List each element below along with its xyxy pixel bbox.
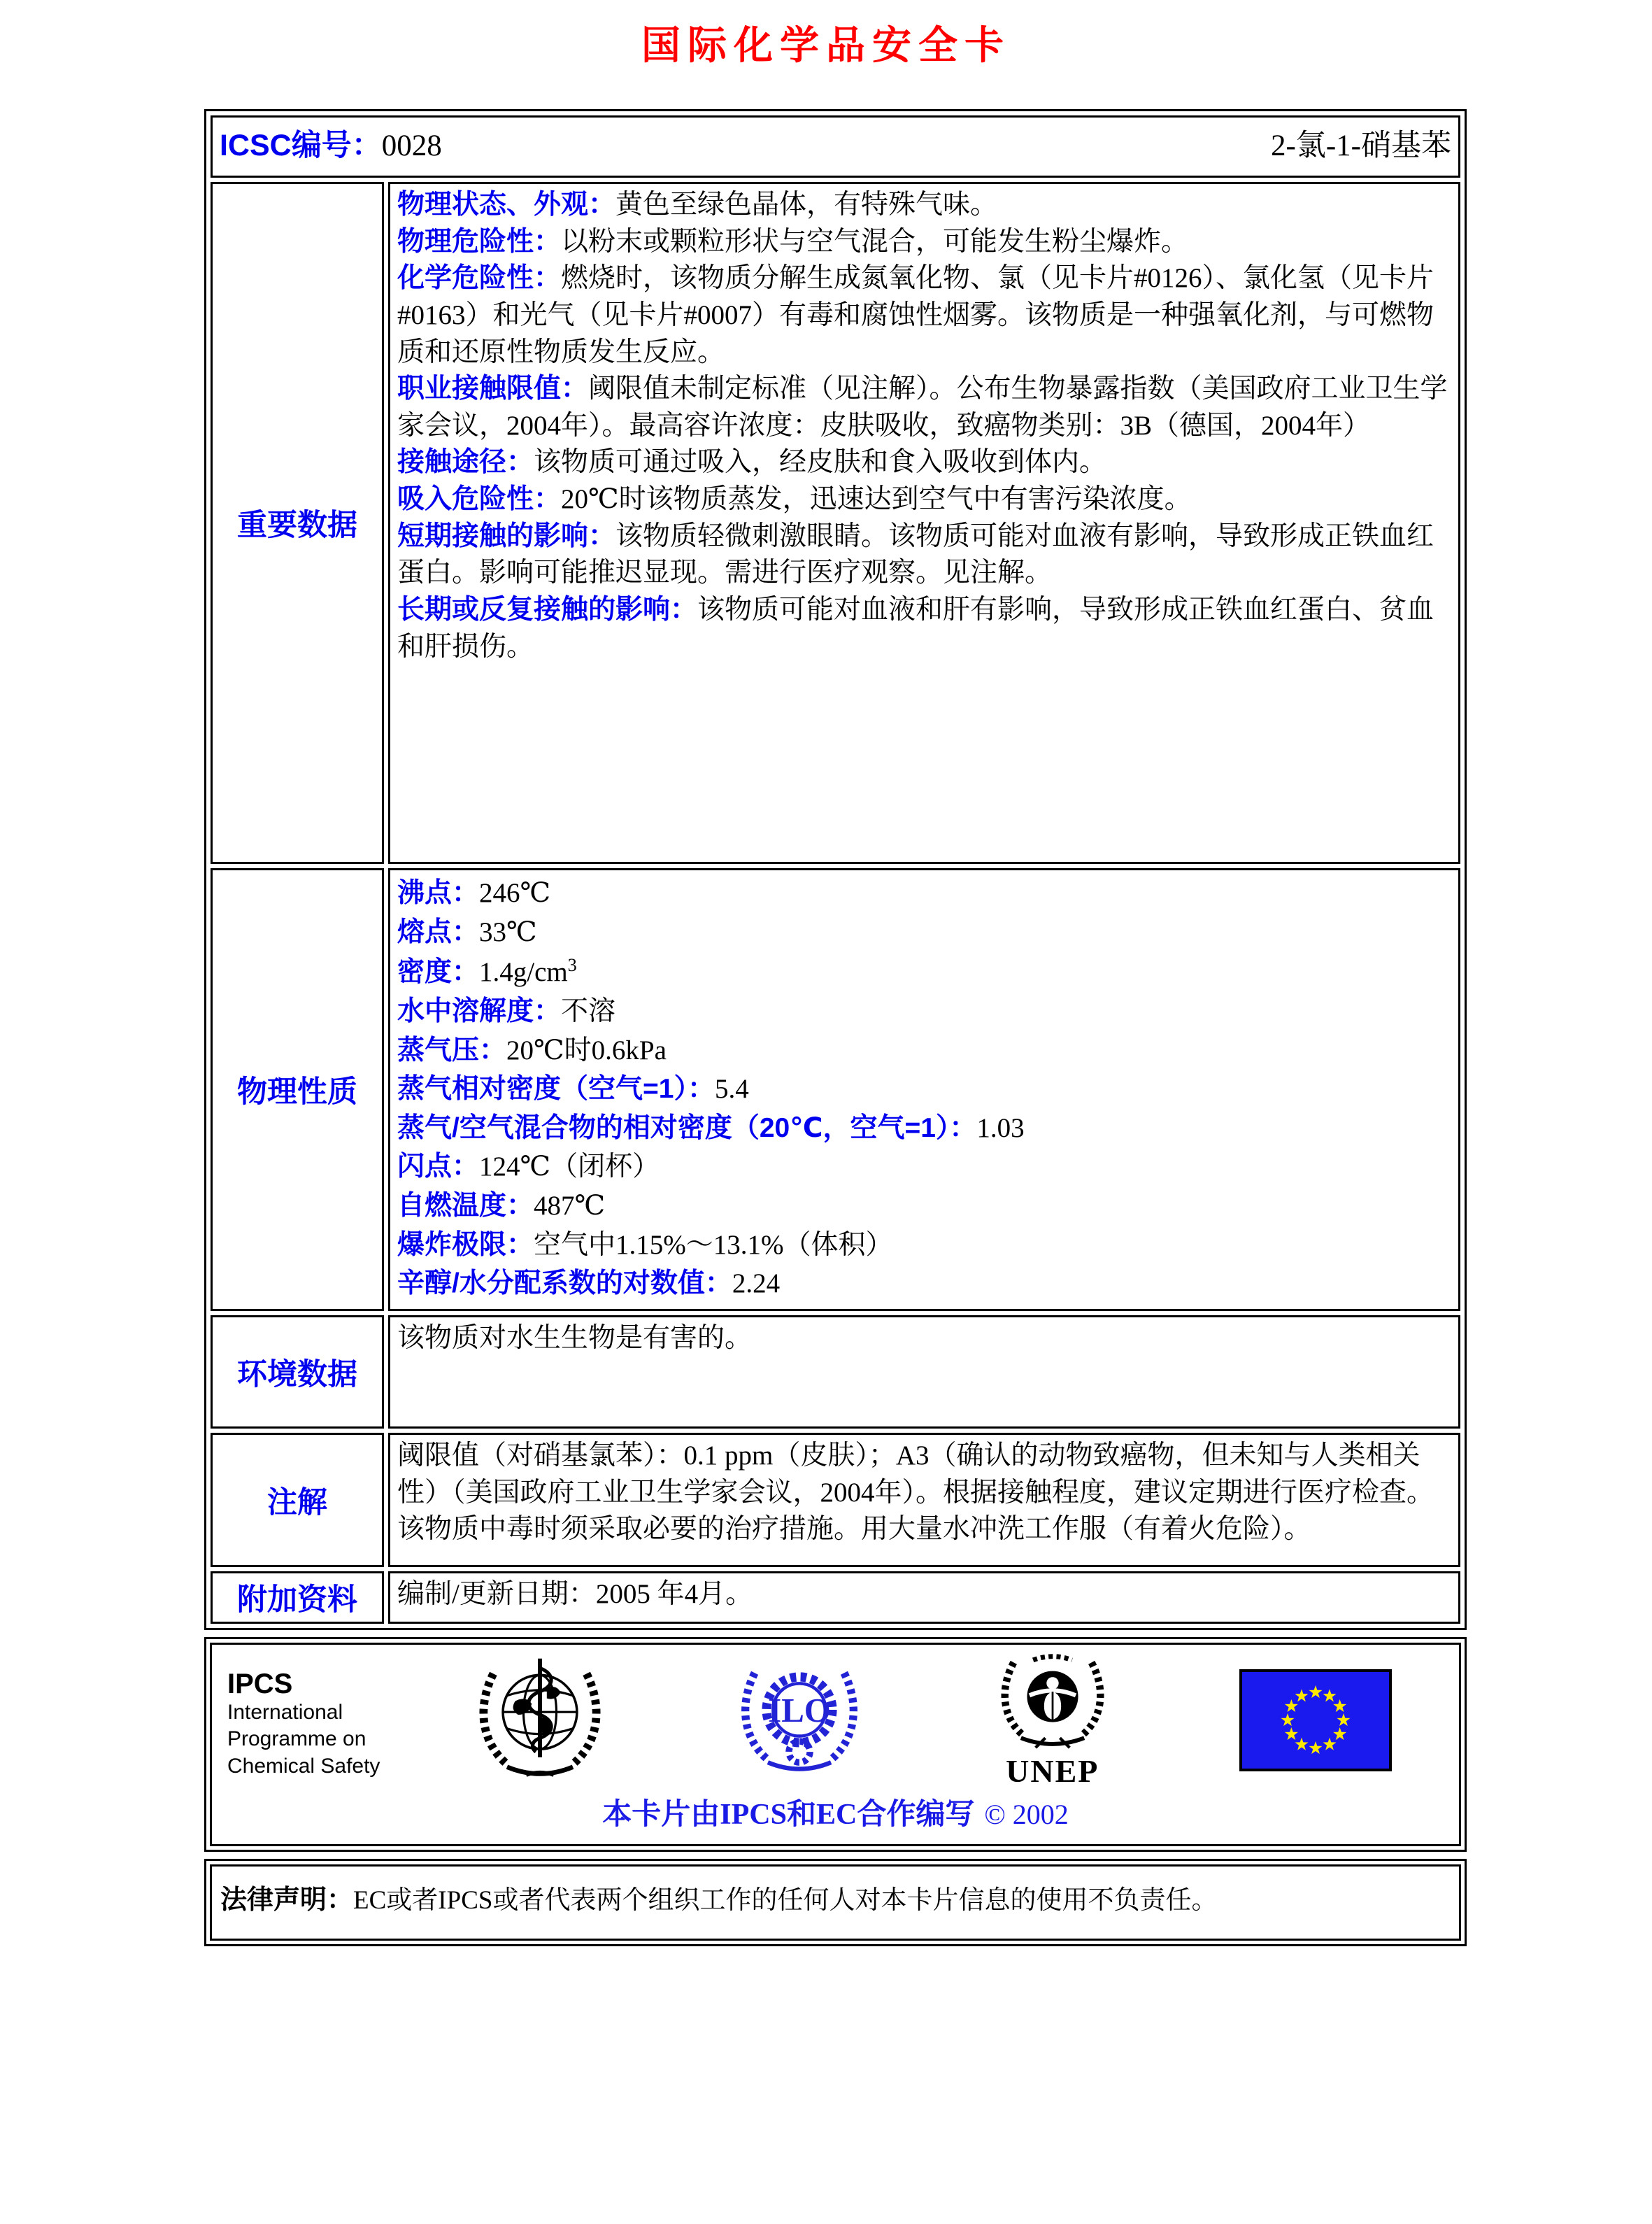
field-line: 物理危险性：以粉末或颗粒形状与空气混合，可能发生粉尘爆炸。: [397, 226, 1189, 257]
field-label: 辛醇/水分配系数的对数值：: [397, 1268, 732, 1299]
field-line: 自燃温度：487℃: [397, 1191, 606, 1221]
field-line: 闪点：124℃（闭杯）: [397, 1152, 660, 1182]
field-line: 物理状态、外观：黄色至绿色晶体，有特殊气味。: [397, 190, 998, 220]
icsc-card-table: [204, 109, 1467, 1630]
section-label-additional-info: 附加资料: [211, 1571, 384, 1624]
field-line: 职业接触限值：阈限值未制定标准（见注解）。公布生物暴露指数（美国政府工业卫生学家会议，2004年）。最高容许浓度：皮肤吸收，致癌物类别：3B（德国，2004年）: [397, 374, 1448, 441]
legal-statement-label: 法律声明：: [220, 1885, 354, 1915]
field-line: 吸入危险性：20℃时该物质蒸发，迅速达到空气中有害污染浓度。: [397, 484, 1192, 515]
field-label: 蒸气/空气混合物的相对密度（20℃，空气=1）：: [397, 1112, 977, 1143]
field-line: 编制/更新日期：2005 年4月。: [397, 1579, 753, 1610]
field-label: 闪点：: [397, 1152, 480, 1182]
section-label-notes: 注解: [211, 1433, 384, 1567]
field-label: 水中溶解度：: [397, 996, 562, 1026]
field-label: 接触途径：: [397, 447, 534, 478]
cooperation-text: 本卡片由IPCS和EC合作编写: [602, 1799, 975, 1832]
field-label: 自燃温度：: [397, 1191, 534, 1221]
field-line: 熔点：33℃: [397, 916, 537, 947]
svg-text:ILO: ILO: [768, 1690, 832, 1729]
section-content-additional-info: [388, 1571, 1460, 1624]
field-line: 接触途径：该物质可通过吸入，经皮肤和食入吸收到体内。: [397, 447, 1107, 478]
section-content-notes: [388, 1433, 1460, 1567]
card-header-cell: [211, 115, 1460, 178]
copyright-text: © 2002: [984, 1799, 1069, 1831]
section-row-physical-properties: [211, 868, 1460, 1311]
section-label-environmental-data: 环境数据: [211, 1315, 384, 1429]
section-label-physical-properties: 物理性质: [211, 868, 384, 1311]
icsc-page: [0, 11, 1652, 1946]
unep-logo-icon: [991, 1650, 1114, 1790]
field-line: 蒸气压：20℃时0.6kPa: [397, 1035, 667, 1065]
field-line: 化学危险性：燃烧时，该物质分解生成氮氧化物、氯（见卡片#0126）、氯化氢（见卡片#0163）和光气（见卡片#0007）有毒和腐蚀性烟雾。该物质是一种强氧化剂，与可燃物质和还原性物质发生反应。: [397, 263, 1434, 367]
field-line: 水中溶解度：不溶: [397, 996, 616, 1026]
field-label: 吸入危险性：: [397, 484, 562, 515]
ipcs-line-1: International: [227, 1701, 343, 1724]
eu-flag-icon: [1239, 1669, 1392, 1771]
section-row-notes: [211, 1433, 1460, 1567]
chemical-name: 2-氯-1-硝基苯: [1271, 129, 1451, 162]
organizations-box: [204, 1637, 1467, 1852]
field-line: 长期或反复接触的影响：该物质可能对血液和肝有影响，导致形成正铁血红蛋白、贫血和肝损伤。: [397, 595, 1434, 662]
who-logo-icon: [471, 1652, 608, 1789]
field-label: 物理危险性：: [397, 226, 562, 257]
field-label: 化学危险性：: [397, 263, 562, 294]
field-line: 蒸气/空气混合物的相对密度（20℃，空气=1）：1.03: [397, 1112, 1025, 1143]
icsc-number: [220, 122, 442, 164]
ipcs-text-block: [216, 1650, 408, 1780]
field-label: 长期或反复接触的影响：: [397, 595, 698, 625]
card-header-row: [211, 115, 1460, 178]
cooperation-line: [216, 1791, 1455, 1837]
icsc-number-label: ICSC编号：: [220, 129, 382, 162]
field-label: 物理状态、外观：: [397, 190, 616, 220]
field-line: 短期接触的影响：该物质轻微刺激眼睛。该物质可能对血液有影响，导致形成正铁血红蛋白。影响可能推迟显现。需进行医疗观察。见注解。: [397, 520, 1434, 588]
section-label-important-data: 重要数据: [211, 182, 384, 864]
page-title: 国际化学品安全卡: [641, 24, 1011, 68]
icsc-number-value: 0028: [381, 129, 442, 162]
field-line: 蒸气相对密度（空气=1）：5.4: [397, 1074, 749, 1105]
field-label: 蒸气相对密度（空气=1）：: [397, 1074, 715, 1105]
ipcs-line-2: Programme on: [227, 1727, 366, 1751]
section-row-environmental-data: [211, 1315, 1460, 1429]
ipcs-line-3: Chemical Safety: [227, 1754, 380, 1778]
field-label: 短期接触的影响：: [397, 520, 616, 551]
field-label: 蒸气压：: [397, 1035, 507, 1065]
unep-logo-text: UNEP: [1006, 1753, 1099, 1790]
section-content-environmental-data: [388, 1315, 1460, 1429]
section-content-physical-properties: [388, 868, 1460, 1311]
legal-box: [204, 1859, 1467, 1946]
section-row-additional-info: [211, 1571, 1460, 1624]
field-label: 密度：: [397, 957, 480, 988]
field-line: 沸点：246℃: [397, 878, 551, 908]
field-line: 阈限值（对硝基氯苯）：0.1 ppm（皮肤）；A3（确认的动物致癌物，但未知与人类相关性）（美国政府工业卫生学家会议，2004年）。根据接触程度，建议定期进行医疗检查。该物质中毒时须采取必要的治疗措施。用大量水冲洗工作服（有着火危险）。: [397, 1440, 1434, 1545]
field-label: 沸点：: [397, 878, 480, 908]
section-content-important-data: [388, 182, 1460, 864]
ilo-logo-icon: [734, 1655, 865, 1786]
field-label: 爆炸极限：: [397, 1229, 534, 1260]
ipcs-acronym: IPCS: [227, 1669, 293, 1700]
legal-statement-text: EC或者IPCS或者代表两个组织工作的任何人对本卡片信息的使用不负责任。: [353, 1886, 1218, 1915]
field-line: 密度：$1.4g/cm^3$: [397, 955, 577, 988]
section-row-important-data: [211, 182, 1460, 864]
field-line: 爆炸极限：空气中1.15%～13.1%（体积）: [397, 1229, 893, 1260]
field-line: 辛醇/水分配系数的对数值：2.24: [397, 1268, 781, 1299]
field-line: 该物质对水生生物是有害的。: [397, 1323, 753, 1354]
field-label: 熔点：: [397, 916, 480, 947]
field-label: 职业接触限值：: [397, 374, 589, 404]
logos-row: [408, 1650, 1455, 1790]
